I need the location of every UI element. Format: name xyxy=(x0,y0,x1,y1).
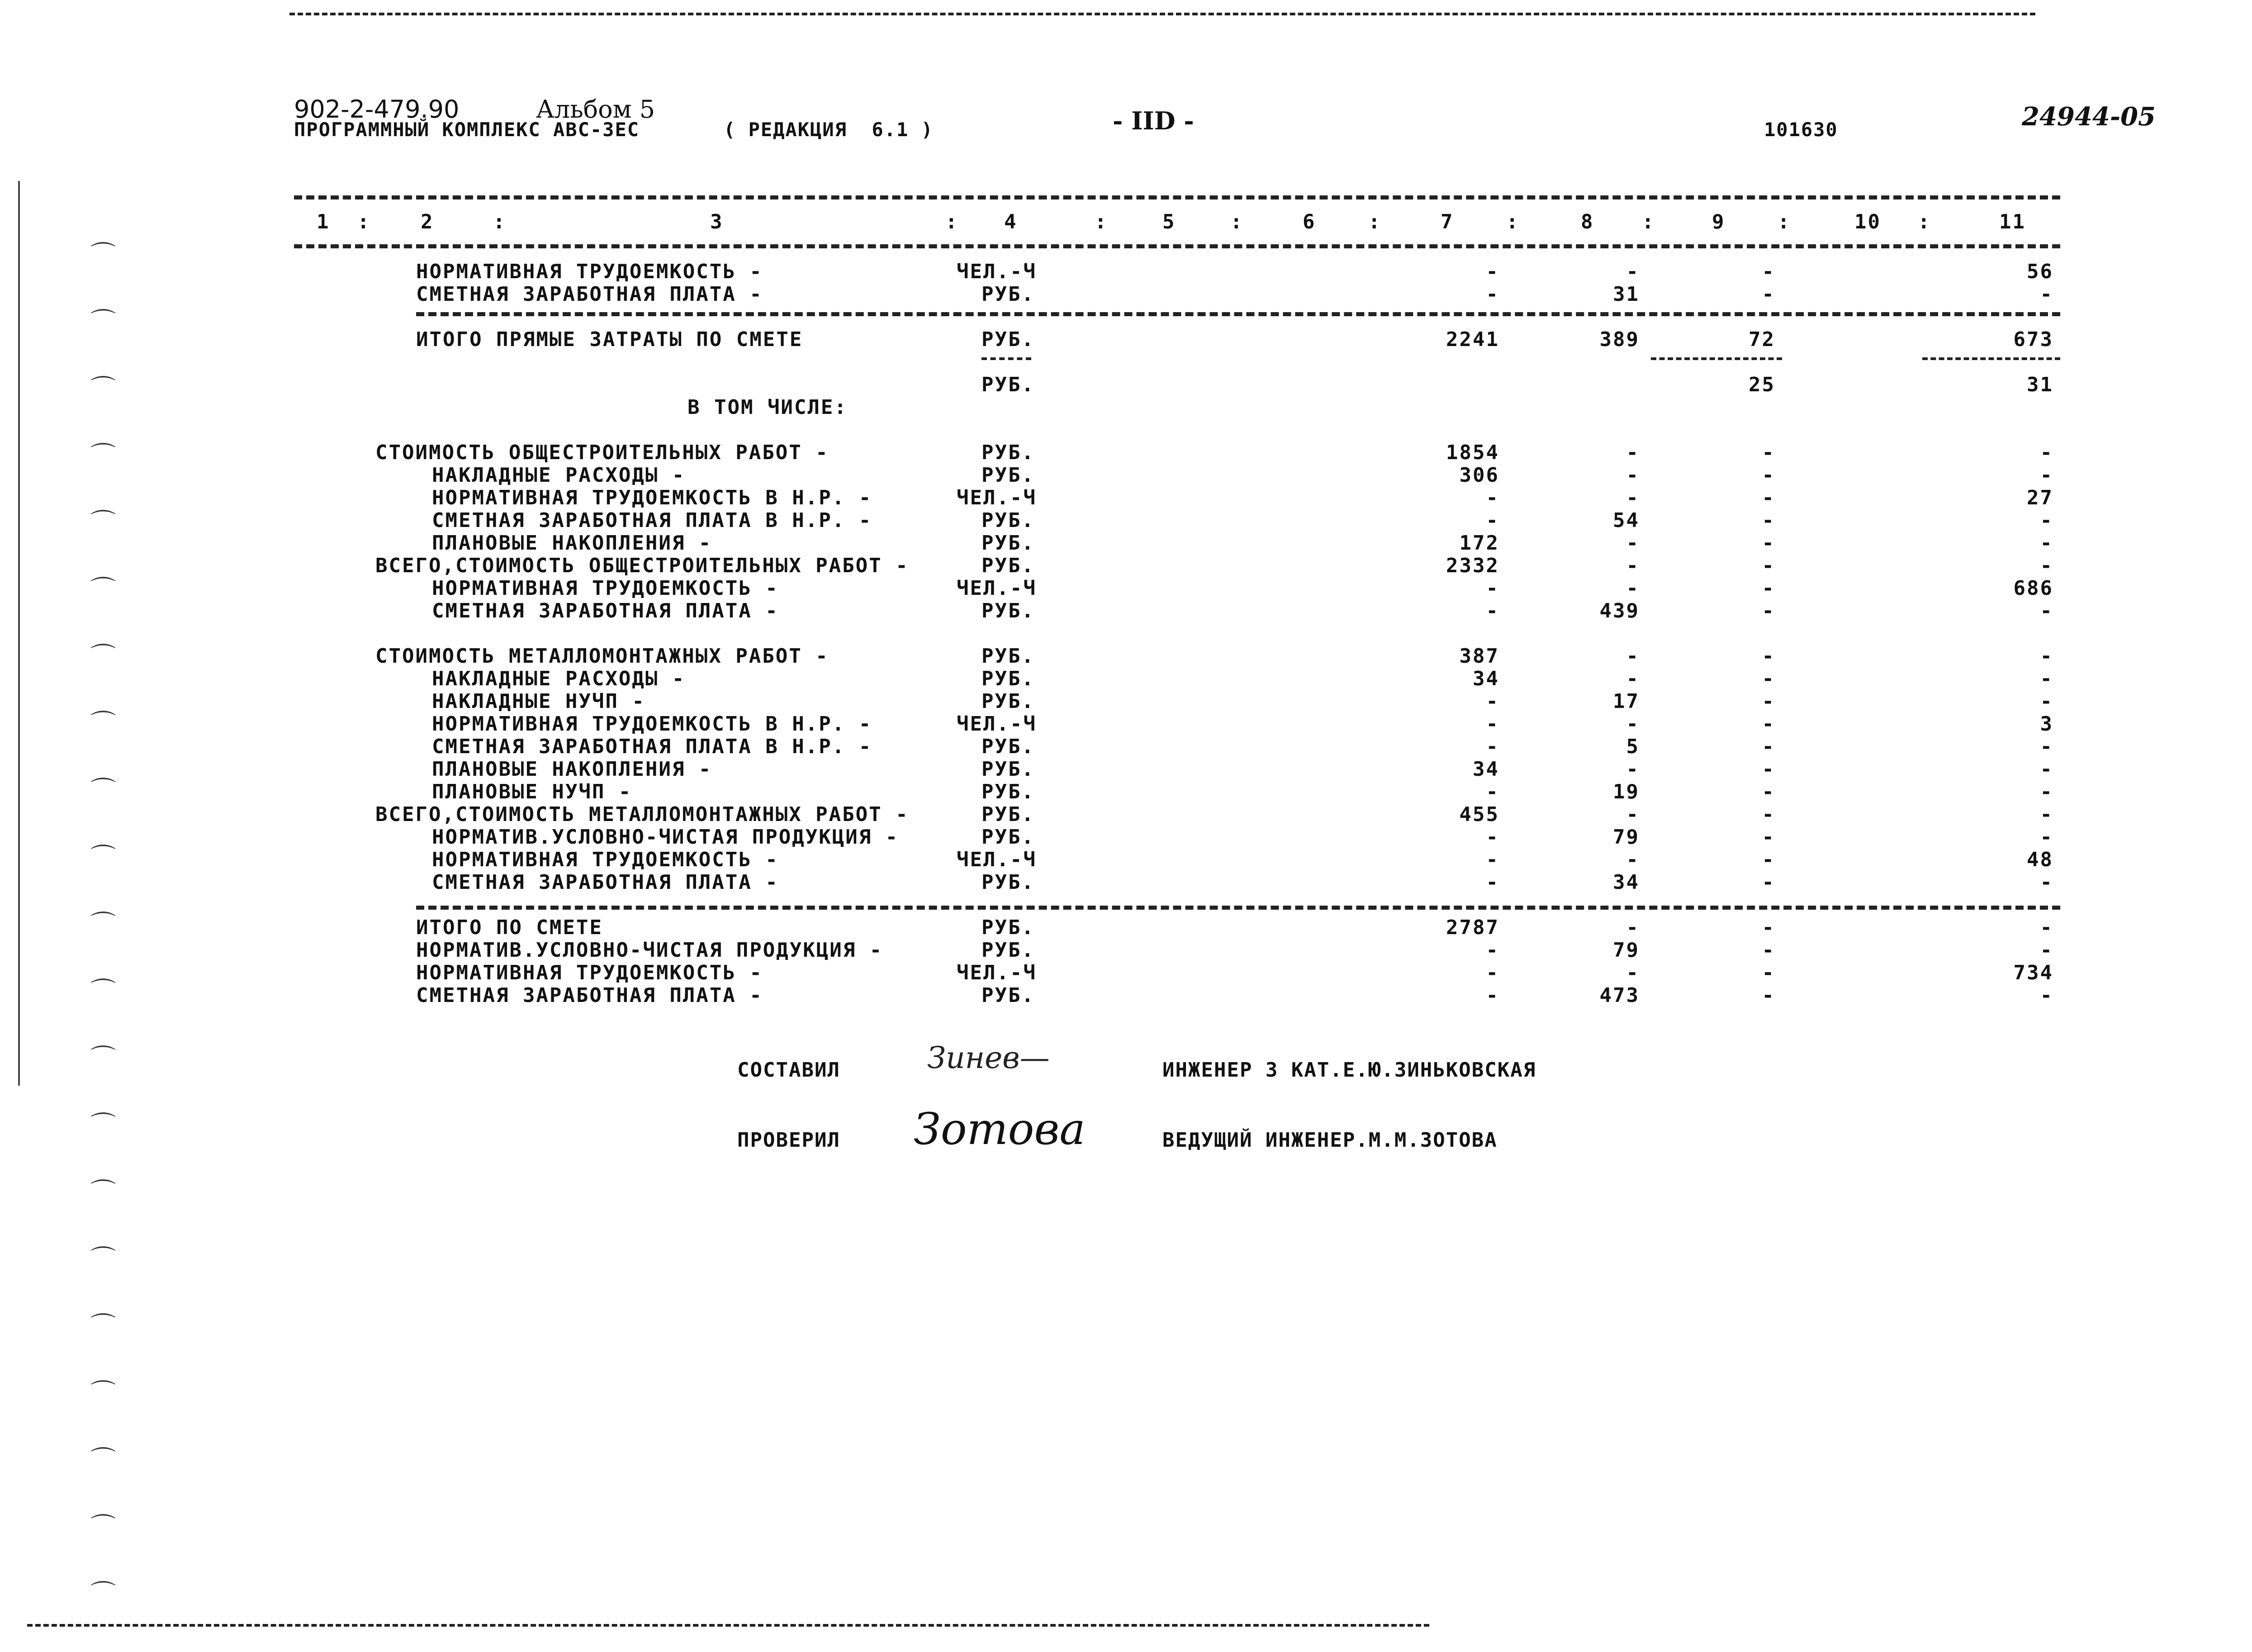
binding-hole-mark-icon: ⌒ xyxy=(90,1312,116,1341)
cell-c8: - xyxy=(1626,848,1640,871)
cell-c9: - xyxy=(1762,984,1775,1007)
row-description: ИТОГО ПРЯМЫЕ ЗАТРАТЫ ПО СМЕТЕ xyxy=(416,328,803,351)
cell-c11: - xyxy=(2040,916,2053,939)
binding-hole-mark-icon: ⌒ xyxy=(90,1446,116,1475)
table-row xyxy=(0,464,2252,486)
cell-c8: - xyxy=(1626,758,1640,781)
cell-c8: 79 xyxy=(1613,826,1640,849)
binding-hole-mark-icon: ⌒ xyxy=(90,1513,116,1542)
row-unit: РУБ. xyxy=(981,871,1035,894)
cell-c11: - xyxy=(2040,599,2053,622)
row-unit: РУБ. xyxy=(981,916,1035,939)
row-unit: РУБ. xyxy=(981,464,1035,487)
cell-c11: 673 xyxy=(2013,328,2053,351)
row-description: НАКЛАДНЫЕ РАСХОДЫ - xyxy=(432,464,686,487)
table-row xyxy=(0,645,2252,667)
table-row xyxy=(0,712,2252,735)
cell-c9: 72 xyxy=(1749,328,1775,351)
cell-c7: - xyxy=(1486,780,1499,803)
column-separator: : xyxy=(1506,210,1520,233)
checked-name: ВЕДУЩИЙ ИНЖЕНЕР.М.М.ЗОТОВА xyxy=(1162,1129,1498,1152)
doc-code: 902-2-479.90 xyxy=(294,95,460,123)
table-row xyxy=(0,735,2252,758)
column-header-1: 1 xyxy=(317,210,330,233)
column-separator: : xyxy=(1918,210,1931,233)
cell-c9: - xyxy=(1762,803,1775,826)
table-row xyxy=(0,283,2252,305)
cell-c8: 79 xyxy=(1613,939,1640,962)
table-row xyxy=(0,396,2252,418)
row-unit: ЧЕЛ.-Ч xyxy=(957,961,1037,984)
row-unit: ЧЕЛ.-Ч xyxy=(957,712,1037,736)
row-unit: ЧЕЛ.-Ч xyxy=(957,577,1037,600)
cell-c8: 5 xyxy=(1626,735,1640,758)
page-number: - IID - xyxy=(1113,106,1194,135)
cell-c9: - xyxy=(1762,712,1775,736)
cell-c8: - xyxy=(1626,712,1640,736)
edition-label: ( РЕДАКЦИЯ 6.1 ) xyxy=(724,119,934,141)
cell-c8: 34 xyxy=(1613,871,1640,894)
column-separator: : xyxy=(357,210,371,233)
cell-c11: - xyxy=(2040,554,2053,577)
cell-c8: 439 xyxy=(1599,599,1640,622)
cell-c7: - xyxy=(1486,939,1499,962)
row-unit: РУБ. xyxy=(981,780,1035,803)
row-unit: РУБ. xyxy=(981,645,1035,668)
underline-rule-unit xyxy=(981,357,1031,360)
binding-hole-mark-icon: ⌒ xyxy=(90,441,116,471)
cell-c7: - xyxy=(1486,599,1499,622)
table-row xyxy=(0,599,2252,622)
binding-hole-mark-icon: ⌒ xyxy=(90,375,116,404)
table-row xyxy=(0,758,2252,780)
cell-c9: 25 xyxy=(1749,373,1775,396)
cell-c8: - xyxy=(1626,464,1640,487)
cell-c8: 31 xyxy=(1613,283,1640,306)
cell-c8: - xyxy=(1626,532,1640,555)
cell-c9: - xyxy=(1762,667,1775,690)
row-unit: РУБ. xyxy=(981,735,1035,758)
row-unit: РУБ. xyxy=(981,599,1035,622)
cell-c8: - xyxy=(1626,916,1640,939)
cell-c7: - xyxy=(1486,486,1499,509)
row-description: НАКЛАДНЫЕ НУЧП - xyxy=(432,690,645,713)
row-unit: РУБ. xyxy=(981,509,1035,532)
binding-hole-mark-icon: ⌒ xyxy=(90,1111,116,1140)
column-header-7: 7 xyxy=(1441,210,1454,233)
table-row xyxy=(0,486,2252,509)
compiled-signature: Зинев— xyxy=(927,1040,1050,1075)
row-description: СМЕТНАЯ ЗАРАБОТНАЯ ПЛАТА - xyxy=(432,871,779,894)
row-description: НОРМАТИВНАЯ ТРУДОЕМКОСТЬ - xyxy=(432,848,779,871)
row-description: ПЛАНОВЫЕ НУЧП - xyxy=(432,780,632,803)
compiled-name: ИНЖЕНЕР 3 КАТ.Е.Ю.ЗИНЬКОВСКАЯ xyxy=(1162,1059,1536,1082)
cell-c9: - xyxy=(1762,532,1775,555)
row-description: СМЕТНАЯ ЗАРАБОТНАЯ ПЛАТА - xyxy=(432,599,779,622)
table-row xyxy=(0,509,2252,532)
cell-c7: - xyxy=(1486,826,1499,849)
binding-hole-mark-icon: ⌒ xyxy=(90,308,116,337)
bottom-border-rule xyxy=(27,1624,1429,1627)
column-header-3: 3 xyxy=(710,210,724,233)
cell-c9: - xyxy=(1762,554,1775,577)
row-description: ВСЕГО,СТОИМОСТЬ ОБЩЕСТРОИТЕЛЬНЫХ РАБОТ - xyxy=(375,554,909,577)
section-rule-1 xyxy=(416,312,2060,316)
program-title: ПРОГРАММНЫЙ КОМПЛЕКС АВС-3ЕС xyxy=(294,119,640,141)
cell-c9: - xyxy=(1762,871,1775,894)
table-row xyxy=(0,961,2252,984)
row-description: СМЕТНАЯ ЗАРАБОТНАЯ ПЛАТА - xyxy=(416,984,763,1007)
binding-hole-mark-icon: ⌒ xyxy=(90,1580,116,1609)
cell-c7: - xyxy=(1486,577,1499,600)
cell-c9: - xyxy=(1762,758,1775,781)
binding-hole-mark-icon: ⌒ xyxy=(90,977,116,1006)
cell-c8: - xyxy=(1626,486,1640,509)
cell-c7: 1854 xyxy=(1446,441,1499,464)
cell-c8: 389 xyxy=(1599,328,1640,351)
cell-c8: - xyxy=(1626,667,1640,690)
cell-c9: - xyxy=(1762,645,1775,668)
row-unit: РУБ. xyxy=(981,328,1035,351)
cell-c7: 172 xyxy=(1459,532,1499,555)
binding-edge xyxy=(18,181,20,1086)
column-header-11: 11 xyxy=(1999,210,2026,233)
binding-hole-mark-icon: ⌒ xyxy=(90,1245,116,1274)
table-row xyxy=(0,984,2252,1006)
cell-c11: - xyxy=(2040,690,2053,713)
row-unit: ЧЕЛ.-Ч xyxy=(957,260,1037,283)
row-unit: РУБ. xyxy=(981,826,1035,849)
cell-c11: - xyxy=(2040,939,2053,962)
cell-c7: - xyxy=(1486,871,1499,894)
cell-c9: - xyxy=(1762,599,1775,622)
cell-c11: 31 xyxy=(2027,373,2053,396)
column-separator: : xyxy=(1642,210,1655,233)
cell-c9: - xyxy=(1762,260,1775,283)
column-separator: : xyxy=(1230,210,1244,233)
table-row xyxy=(0,690,2252,712)
cell-c11: - xyxy=(2040,984,2053,1007)
table-row xyxy=(0,871,2252,893)
row-description: НОРМАТИВНАЯ ТРУДОЕМКОСТЬ - xyxy=(432,577,779,600)
binding-hole-mark-icon: ⌒ xyxy=(90,575,116,605)
cell-c8: 54 xyxy=(1613,509,1640,532)
column-header-6: 6 xyxy=(1303,210,1316,233)
table-row xyxy=(0,328,2252,351)
table-row xyxy=(0,667,2252,690)
cell-c11: - xyxy=(2040,283,2053,306)
row-description: НОРМАТИВНАЯ ТРУДОЕМКОСТЬ - xyxy=(416,961,763,984)
row-unit: РУБ. xyxy=(981,554,1035,577)
column-separator: : xyxy=(1368,210,1382,233)
cell-c11: - xyxy=(2040,871,2053,894)
underline-rule-c9 xyxy=(1651,357,1782,360)
checked-signature: Зотова xyxy=(914,1104,1086,1154)
row-unit: РУБ. xyxy=(981,667,1035,690)
row-description: ПЛАНОВЫЕ НАКОПЛЕНИЯ - xyxy=(432,532,712,555)
column-separator: : xyxy=(493,210,507,233)
cell-c11: - xyxy=(2040,735,2053,758)
row-description: СМЕТНАЯ ЗАРАБОТНАЯ ПЛАТА В Н.Р. - xyxy=(432,509,872,532)
cell-c7: - xyxy=(1486,984,1499,1007)
table-row xyxy=(0,441,2252,464)
table-row xyxy=(0,260,2252,283)
header-bottom-rule xyxy=(294,244,2060,248)
table-row xyxy=(0,373,2252,396)
cell-c11: - xyxy=(2040,532,2053,555)
compiled-label: СОСТАВИЛ xyxy=(737,1059,840,1082)
row-description: НОРМАТИВНАЯ ТРУДОЕМКОСТЬ В Н.Р. - xyxy=(432,486,872,509)
cell-c9: - xyxy=(1762,848,1775,871)
top-border-rule xyxy=(289,13,2035,15)
row-description: ВСЕГО,СТОИМОСТЬ МЕТАЛЛОМОНТАЖНЫХ РАБОТ - xyxy=(375,803,909,826)
cell-c8: - xyxy=(1626,803,1640,826)
column-separator: : xyxy=(1095,210,1108,233)
cell-c11: - xyxy=(2040,803,2053,826)
cell-c7: 2332 xyxy=(1446,554,1499,577)
cell-c7: - xyxy=(1486,961,1499,984)
cell-c9: - xyxy=(1762,509,1775,532)
cell-c8: - xyxy=(1626,961,1640,984)
cell-c11: 3 xyxy=(2040,712,2053,736)
row-unit: РУБ. xyxy=(981,532,1035,555)
cell-c9: - xyxy=(1762,486,1775,509)
binding-hole-mark-icon: ⌒ xyxy=(90,1379,116,1408)
column-header-8: 8 xyxy=(1581,210,1594,233)
column-separator: : xyxy=(945,210,959,233)
cell-c7: - xyxy=(1486,260,1499,283)
cell-c11: - xyxy=(2040,667,2053,690)
underline-rule-c11 xyxy=(1922,357,2060,360)
cell-c11: - xyxy=(2040,441,2053,464)
table-row xyxy=(0,803,2252,826)
cell-c11: 734 xyxy=(2013,961,2053,984)
row-description: НОРМАТИВ.УСЛОВНО-ЧИСТАЯ ПРОДУКЦИЯ - xyxy=(416,939,883,962)
cell-c7: 2787 xyxy=(1446,916,1499,939)
column-header-2: 2 xyxy=(421,210,434,233)
row-description: ПЛАНОВЫЕ НАКОПЛЕНИЯ - xyxy=(432,758,712,781)
row-unit: РУБ. xyxy=(981,939,1035,962)
cell-c9: - xyxy=(1762,690,1775,713)
cell-c9: - xyxy=(1762,464,1775,487)
row-unit: РУБ. xyxy=(981,441,1035,464)
cell-c11: - xyxy=(2040,464,2053,487)
cell-c11: 48 xyxy=(2027,848,2053,871)
cell-c7: - xyxy=(1486,283,1499,306)
cell-c9: - xyxy=(1762,735,1775,758)
checked-label: ПРОВЕРИЛ xyxy=(737,1129,840,1152)
table-row xyxy=(0,848,2252,871)
binding-hole-mark-icon: ⌒ xyxy=(90,241,116,270)
cell-c9: - xyxy=(1762,283,1775,306)
table-row xyxy=(0,554,2252,577)
cell-c7: - xyxy=(1486,509,1499,532)
row-description: НОРМАТИВНАЯ ТРУДОЕМКОСТЬ В Н.Р. - xyxy=(432,712,872,736)
cell-c7: 34 xyxy=(1473,667,1499,690)
row-description: СТОИМОСТЬ ОБЩЕСТРОИТЕЛЬНЫХ РАБОТ - xyxy=(375,441,829,464)
cell-c9: - xyxy=(1762,577,1775,600)
row-unit: РУБ. xyxy=(981,373,1035,396)
cell-c9: - xyxy=(1762,780,1775,803)
binding-hole-mark-icon: ⌒ xyxy=(90,1178,116,1207)
column-header-5: 5 xyxy=(1162,210,1176,233)
cell-c7: 387 xyxy=(1459,645,1499,668)
cell-c8: 473 xyxy=(1599,984,1640,1007)
archive-stamp-number: 24944-05 xyxy=(2022,102,2156,132)
cell-c11: 686 xyxy=(2013,577,2053,600)
cell-c7: 2241 xyxy=(1446,328,1499,351)
cell-c8: - xyxy=(1626,554,1640,577)
column-separator: : xyxy=(1778,210,1791,233)
cell-c11: - xyxy=(2040,645,2053,668)
cell-c7: 306 xyxy=(1459,464,1499,487)
binding-hole-mark-icon: ⌒ xyxy=(90,910,116,940)
row-unit: РУБ. xyxy=(981,758,1035,781)
binding-hole-mark-icon: ⌒ xyxy=(90,642,116,672)
row-unit: РУБ. xyxy=(981,690,1035,713)
row-description: СТОИМОСТЬ МЕТАЛЛОМОНТАЖНЫХ РАБОТ - xyxy=(375,645,829,668)
row-unit: РУБ. xyxy=(981,984,1035,1007)
table-row xyxy=(0,780,2252,803)
register-code: 101630 xyxy=(1764,119,1838,141)
column-header-9: 9 xyxy=(1712,210,1726,233)
cell-c11: - xyxy=(2040,826,2053,849)
cell-c11: - xyxy=(2040,509,2053,532)
table-top-rule xyxy=(294,195,2060,199)
table-row xyxy=(0,826,2252,848)
row-description: СМЕТНАЯ ЗАРАБОТНАЯ ПЛАТА В Н.Р. - xyxy=(432,735,872,758)
row-unit: РУБ. xyxy=(981,803,1035,826)
cell-c7: - xyxy=(1486,690,1499,713)
binding-hole-mark-icon: ⌒ xyxy=(90,1044,116,1073)
cell-c7: 34 xyxy=(1473,758,1499,781)
cell-c8: - xyxy=(1626,577,1640,600)
column-header-row xyxy=(0,210,2252,233)
table-row xyxy=(0,532,2252,554)
section-rule-2 xyxy=(416,906,2060,910)
cell-c11: 56 xyxy=(2027,260,2053,283)
cell-c11: - xyxy=(2040,780,2053,803)
table-row xyxy=(0,577,2252,599)
cell-c7: - xyxy=(1486,735,1499,758)
row-description: НОРМАТИВ.УСЛОВНО-ЧИСТАЯ ПРОДУКЦИЯ - xyxy=(432,826,899,849)
row-unit: ЧЕЛ.-Ч xyxy=(957,486,1037,509)
cell-c9: - xyxy=(1762,826,1775,849)
binding-hole-mark-icon: ⌒ xyxy=(90,776,116,806)
binding-hole-mark-icon: ⌒ xyxy=(90,508,116,538)
cell-c8: 17 xyxy=(1613,690,1640,713)
binding-hole-mark-icon: ⌒ xyxy=(90,709,116,739)
cell-c11: 27 xyxy=(2027,486,2053,509)
cell-c7: 455 xyxy=(1459,803,1499,826)
row-description: СМЕТНАЯ ЗАРАБОТНАЯ ПЛАТА - xyxy=(416,283,763,306)
row-description: В ТОМ ЧИСЛЕ: xyxy=(687,396,848,419)
binding-hole-mark-icon: ⌒ xyxy=(90,843,116,873)
cell-c9: - xyxy=(1762,916,1775,939)
table-row xyxy=(0,939,2252,961)
row-unit: ЧЕЛ.-Ч xyxy=(957,848,1037,871)
cell-c7: - xyxy=(1486,712,1499,736)
cell-c8: - xyxy=(1626,441,1640,464)
cell-c9: - xyxy=(1762,961,1775,984)
cell-c9: - xyxy=(1762,441,1775,464)
row-description: НАКЛАДНЫЕ РАСХОДЫ - xyxy=(432,667,686,690)
cell-c9: - xyxy=(1762,939,1775,962)
column-header-4: 4 xyxy=(1004,210,1018,233)
table-row xyxy=(0,916,2252,939)
cell-c7: - xyxy=(1486,848,1499,871)
cell-c8: 19 xyxy=(1613,780,1640,803)
column-header-10: 10 xyxy=(1854,210,1881,233)
row-description: ИТОГО ПО СМЕТЕ xyxy=(416,916,603,939)
cell-c11: - xyxy=(2040,758,2053,781)
album-label: Альбом 5 xyxy=(536,95,655,123)
row-unit: РУБ. xyxy=(981,283,1035,306)
row-description: НОРМАТИВНАЯ ТРУДОЕМКОСТЬ - xyxy=(416,260,763,283)
cell-c8: - xyxy=(1626,260,1640,283)
cell-c8: - xyxy=(1626,645,1640,668)
